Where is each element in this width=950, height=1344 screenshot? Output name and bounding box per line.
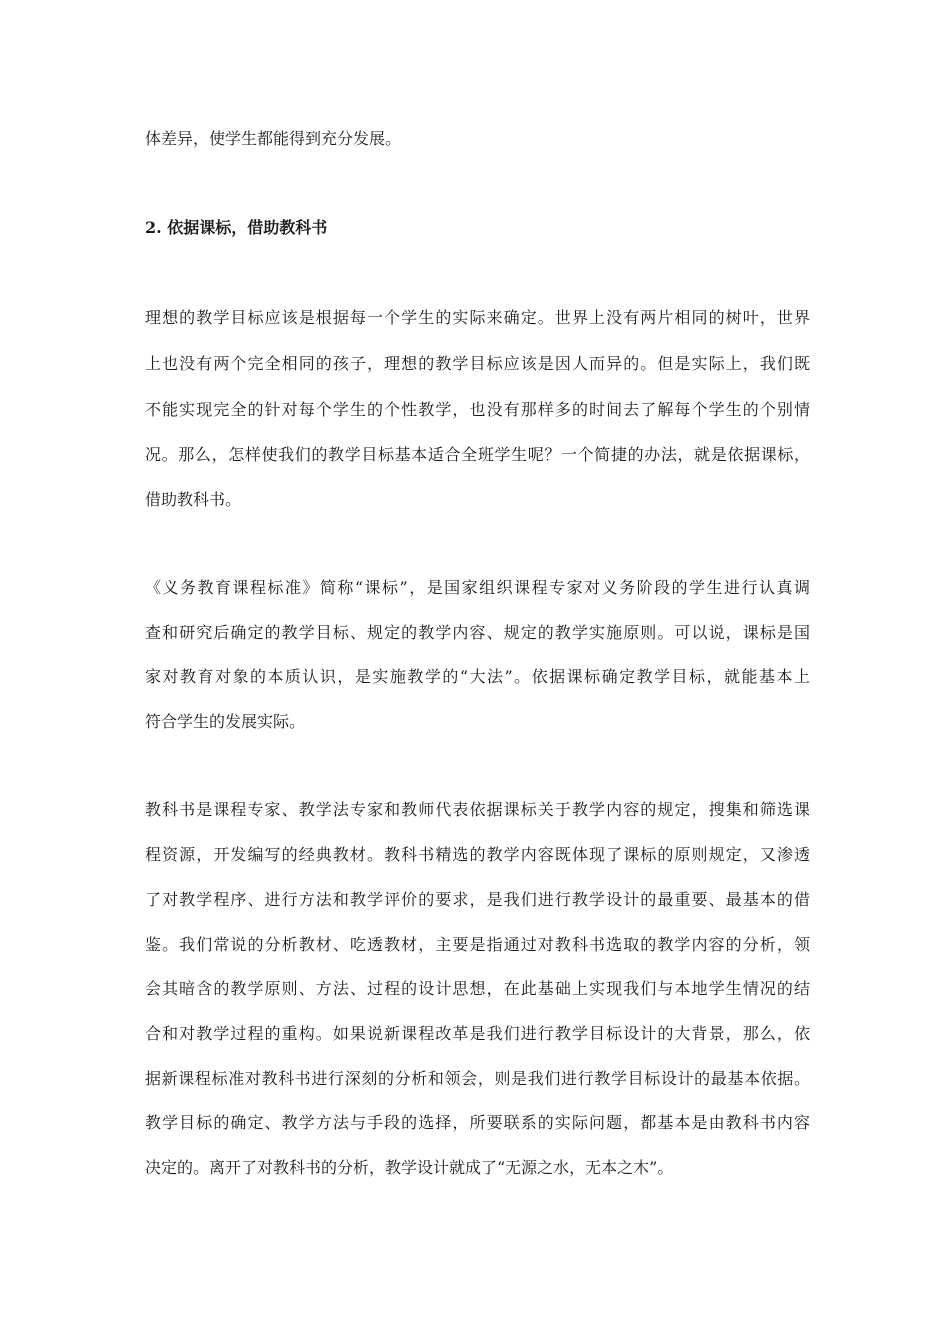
section-heading: 2. 依据课标，借助教科书 [145, 218, 328, 237]
paragraph-2-line-2: 查和研究后确定的教学目标、规定的教学内容、规定的教学实施原则。可以说，课标是国 [145, 623, 810, 642]
paragraph-3-line-1: 教科书是课程专家、教学法专家和教师代表依据课标关于教学内容的规定，搜集和筛选课 [145, 800, 810, 819]
paragraph-3-line-6: 合和对教学过程的重构。如果说新课程改革是我们进行教学目标设计的大背景，那么，依 [145, 1024, 810, 1043]
paragraph-3-line-7: 据新课程标准对教科书进行深刻的分析和领会，则是我们进行教学目标设计的最基本依据。 [145, 1069, 810, 1088]
paragraph-1-line-1: 理想的教学目标应该是根据每一个学生的实际来确定。世界上没有两片相同的树叶，世界 [145, 308, 810, 327]
paragraph-3-line-5: 会其暗含的教学原则、方法、过程的设计思想，在此基础上实现我们与本地学生情况的结 [145, 979, 810, 998]
continuation-line: 体差异，使学生都能得到充分发展。 [145, 129, 402, 148]
paragraph-1-line-4: 况。那么，怎样使我们的教学目标基本适合全班学生呢？一个简捷的办法，就是依据课标， [145, 445, 810, 464]
paragraph-2-line-3: 家对教育对象的本质认识，是实施教学的“大法”。依据课标确定教学目标，就能基本上 [145, 667, 810, 686]
paragraph-3-line-8: 教学目标的确定、教学方法与手段的选择，所要联系的实际问题，都基本是由教科书内容 [145, 1113, 810, 1132]
paragraph-3-line-9: 决定的。离开了对教科书的分析，教学设计就成了“无源之水，无本之木”。 [145, 1158, 674, 1177]
paragraph-1-line-3: 不能实现完全的针对每个学生的个性教学，也没有那样多的时间去了解每个学生的个别情 [145, 400, 810, 419]
paragraph-3-line-3: 了对教学程序、进行方法和教学评价的要求，是我们进行教学设计的最重要、最基本的借 [145, 890, 810, 909]
paragraph-2-line-1: 《义务教育课程标准》简称“课标”，是国家组织课程专家对义务阶段的学生进行认真调 [145, 578, 810, 597]
paragraph-1-line-2: 上也没有两个完全相同的孩子，理想的教学目标应该是因人而异的。但是实际上，我们既 [145, 354, 810, 373]
paragraph-2-line-4: 符合学生的发展实际。 [145, 712, 306, 731]
paragraph-3-line-4: 鉴。我们常说的分析教材、吃透教材，主要是指通过对教科书选取的教学内容的分析，领 [145, 935, 810, 954]
paragraph-1-line-5: 借助教科书。 [145, 490, 242, 509]
paragraph-3-line-2: 程资源，开发编写的经典教材。教科书精选的教学内容既体现了课标的原则规定，又渗透 [145, 845, 810, 864]
